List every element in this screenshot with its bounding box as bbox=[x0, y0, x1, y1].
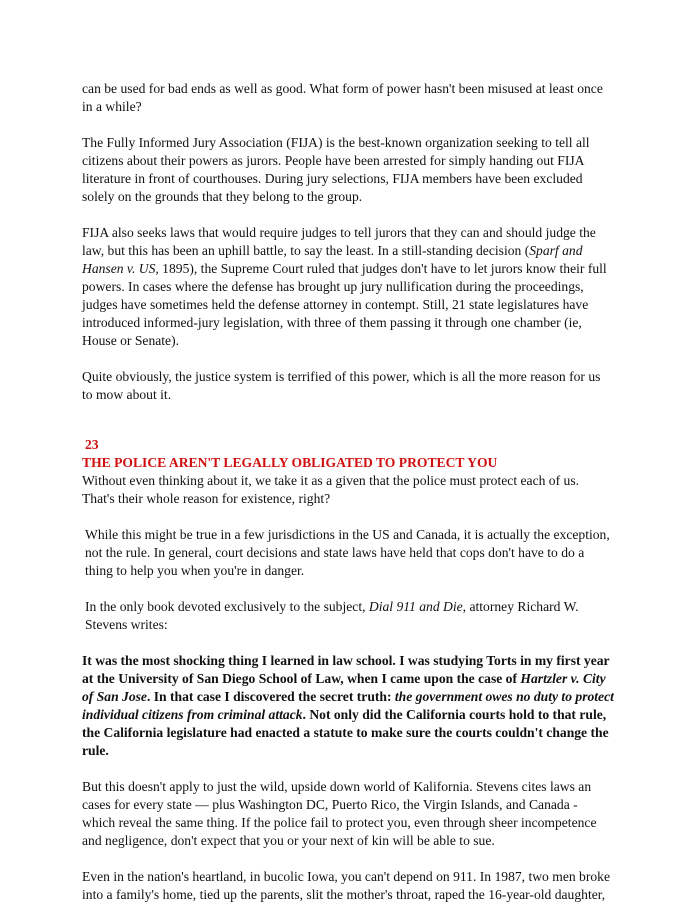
document-page bbox=[82, 80, 614, 922]
quote-truth: the government owes no duty to protect individual citizens from criminal attack bbox=[82, 689, 614, 722]
fija-laws-paragraph bbox=[82, 224, 614, 350]
continuation-paragraph: can be used for bad ends as well as good. What form of power hasn't been misused at least once in a while? bbox=[82, 81, 603, 114]
book-paragraph bbox=[82, 598, 614, 634]
section-number: 23 bbox=[85, 437, 99, 452]
quote-paragraph bbox=[82, 652, 614, 760]
quote-part2: . In that case I discovered the secret truth: bbox=[146, 689, 395, 704]
quote-part3: . Not only did the California courts hold to that rule, the California legislature had enacted a statute to make sure the courts couldn't change the rule. bbox=[82, 707, 609, 758]
fija-laws-text-after: , 1895), the Supreme Court ruled that judges don't have to let jurors know their full powers. In cases where the defense has brought up jury nullification during the proceedings, judges have sometimes held the defense attorney in contempt. Still, 21 state legislatures have introduced informed-jury legislation, with three of them passing it through one chamber (ie, House or Senate). bbox=[82, 261, 607, 348]
iowa-paragraph: Even in the nation's heartland, in bucolic Iowa, you can't depend on 911. In 1987, two men broke into a family's home, tied up the parents, slit the mother's throat, raped the 16-year-old daughter, bbox=[82, 869, 610, 902]
quote-part1: It was the most shocking thing I learned in law school. I was studying Torts in my first year at the University of San Diego School of Law, when I came upon the case of bbox=[82, 653, 610, 686]
terrified-paragraph: Quite obviously, the justice system is terrified of this power, which is all the more reason for us to mow about it. bbox=[82, 369, 601, 402]
book-text-before: In the only book devoted exclusively to the subject, bbox=[85, 599, 369, 614]
fija-laws-text-before: FIJA also seeks laws that would require judges to tell jurors that they can and should judge the law, but this has been an uphill battle, to say the least. In a still-standing decision ( bbox=[82, 225, 596, 258]
section-heading: THE POLICE AREN'T LEGALLY OBLIGATED TO PROTECT YOU bbox=[82, 455, 498, 470]
case-citation-hartzler: Hartzler v. City of San Jose bbox=[82, 671, 606, 704]
case-citation-sparf: Sparf and Hansen v. US bbox=[82, 243, 583, 276]
fija-paragraph: The Fully Informed Jury Association (FIJA) is the best-known organization seeking to tell all citizens about their powers as jurors. People have been arrested for simply handing out FIJA literature in front of courthouses. During jury selections, FIJA members have been excluded solely on the grounds that they belong to the group. bbox=[82, 135, 590, 204]
kalifornia-paragraph: But this doesn't apply to just the wild, upside down world of Kalifornia. Stevens cites laws an cases for every state — plus Washington DC, Puerto Rico, the Virgin Islands, and Canada - which reveal the same thing. If the police fail to protect you, even through sheer incompetence and negligence, don't expect that you or your next of kin will be able to sue. bbox=[82, 779, 597, 848]
exception-paragraph: While this might be true in a few jurisdictions in the US and Canada, it is actually the exception, not the rule. In general, court decisions and state laws have held that cops don't have to do a thing to help you when you're in danger. bbox=[85, 527, 610, 578]
intro-paragraph: Without even thinking about it, we take it as a given that the police must protect each of us. That's their whole reason for existence, right? bbox=[82, 473, 580, 506]
book-text-after: , attorney Richard W. Stevens writes: bbox=[85, 599, 579, 632]
book-title: Dial 911 and Die bbox=[368, 599, 463, 614]
